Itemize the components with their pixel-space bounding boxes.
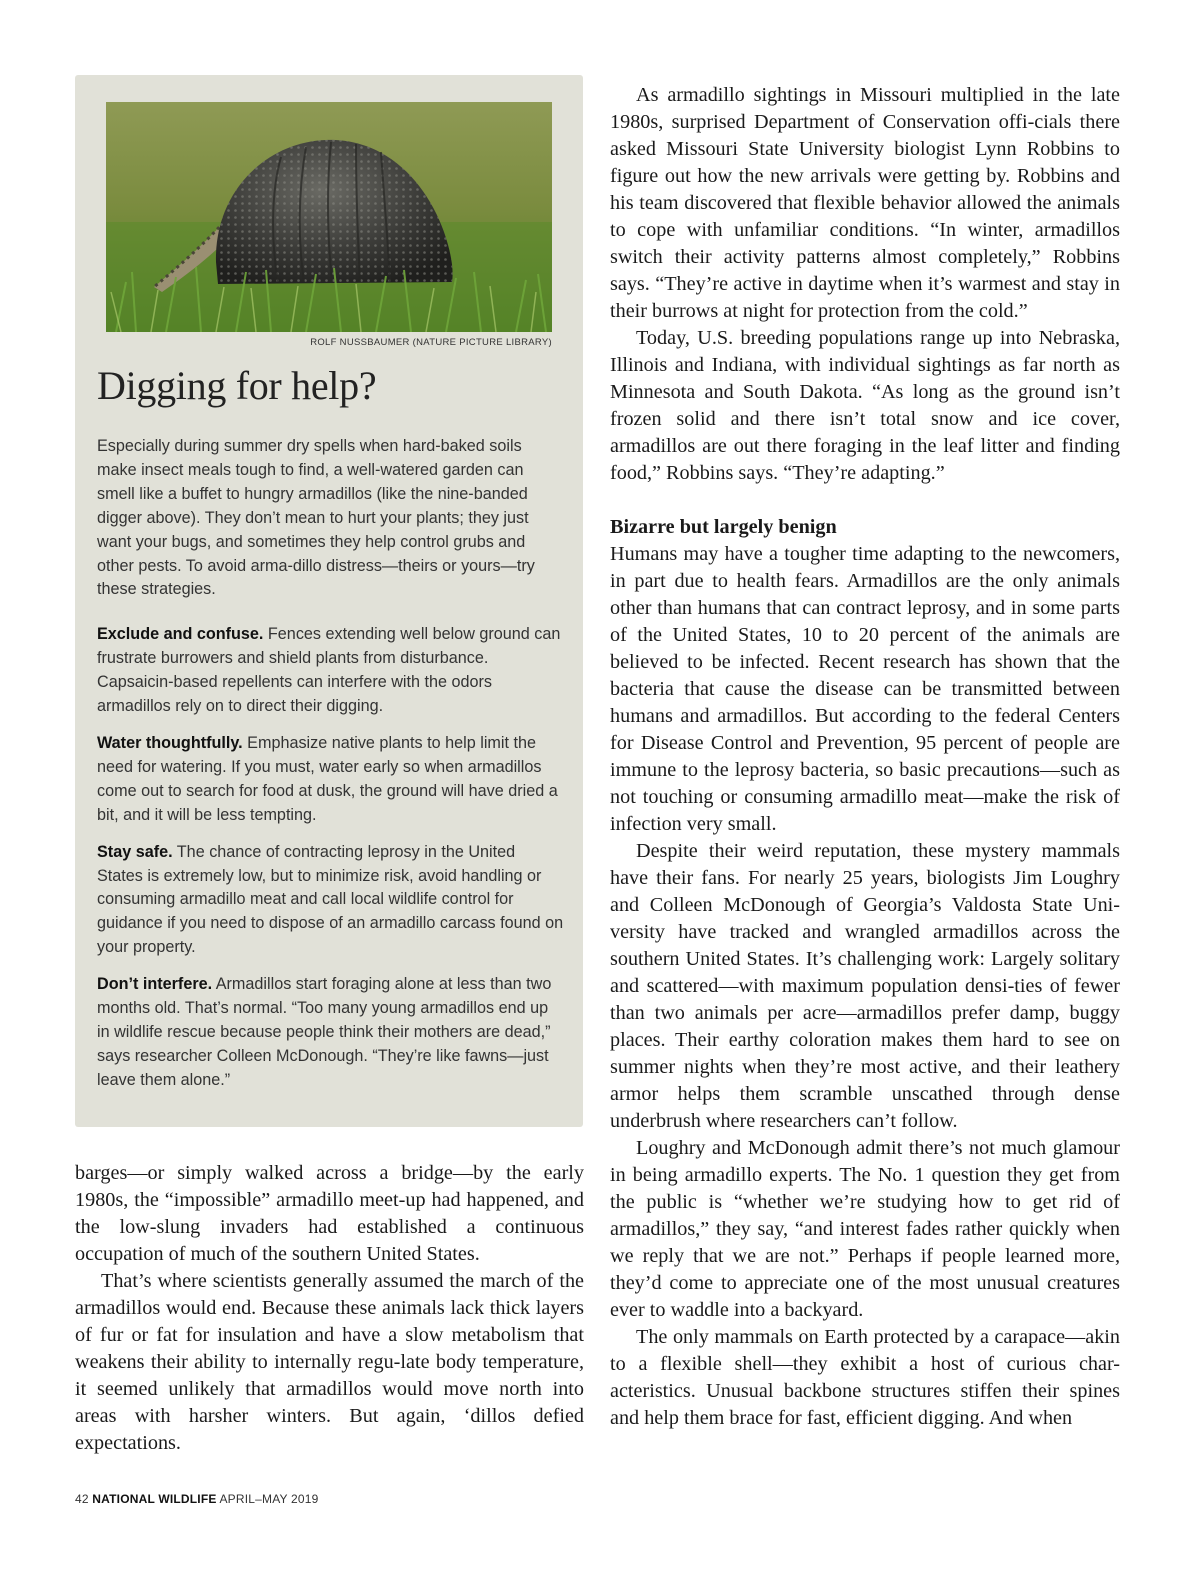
tip-stay-safe [97, 841, 565, 961]
tip-heading: Stay safe. [97, 842, 173, 861]
tip-exclude-and-confuse [97, 623, 565, 719]
photo-credit: ROLF NUSSBAUMER (NATURE PICTURE LIBRARY) [310, 337, 552, 348]
sidebar-title: Digging for help? [97, 363, 377, 408]
tip-text: Fences extending well below ground can frustrate burrowers and shield plants from disturbance. Capsaicin-based repellents can interfere with the odors armadillos rely on to direct their digging. [97, 625, 561, 716]
body-paragraph: That’s where scientists generally assumed the march of the armadillos would end. Because these animals lack thick layers of fur or fat for insulation and have a slow metabolism that weakens their ability to internally regu-late body temperature, it seemed unlikely that armadillos would move north into areas with harsher winters. But again, ‘dillos defied expectations. [75, 1270, 584, 1454]
tip-dont-interfere [97, 973, 565, 1093]
page-number: 42 [75, 1492, 89, 1506]
section-subhead: Bizarre but largely benign [610, 516, 837, 538]
body-paragraph: Loughry and McDonough admit there’s not much glamour in being armadillo experts. The No. 1 question they get from the public is “whether we’re studying how to get rid of armadillos,” they say, “and interest fades rather quickly when we reply that we are not.” Perhaps if people learned more, they’d come to appreciate one of the most unusual creatures ever to waddle into a backyard. [610, 1137, 1120, 1321]
sidebar-box [75, 75, 583, 1127]
body-paragraph: The only mammals on Earth protected by a carapace—akin to a flexible shell—they exhibit a host of curious char-acteristics. Unusual backbone structures stiffen their spines and help them brace for fast, efficient digging. And when [610, 1326, 1120, 1429]
body-paragraph: As armadillo sightings in Missouri multiplied in the late 1980s, surprised Department of Conservation offi-cials there asked Missouri State University biologist Lynn Robbins to figure out how the new arrivals were getting by. Robbins and his team discovered that flexible behavior allowed the animals to cope with unfamiliar conditions. “In winter, armadillos switch their activity patterns almost completely,” Robbins says. “They’re active in daytime when it’s warmest and stay in their burrows at night for protection from the cold.” [610, 84, 1120, 322]
body-paragraph: Today, U.S. breeding populations range up into Nebraska, Illinois and Indiana, with individual sightings as far north as Minnesota and South Dakota. “As long as the ground isn’t frozen solid and there isn’t total snow and ice cover, armadillos are out there foraging in the leaf litter and finding food,” Robbins says. “They’re adapting.” [610, 327, 1120, 484]
body-paragraph: Despite their weird reputation, these mystery mammals have their fans. For nearly 25 years, biologists Jim Loughry and Colleen McDonough of Georgia’s Valdosta State Uni-versity have tracked and wrangled armadillos across the southern United States. It’s challenging work: Largely solitary and scattered—with maximum population densi-ties of fewer than two animals per acre—armadillos prefer damp, buggy places. Their earthy coloration makes them hard to see on summer nights when they’re most active, and their leathery armor helps them scramble unscathed through dense underbrush where researchers can’t follow. [610, 840, 1120, 1132]
right-column [610, 82, 1120, 1432]
page-footer [75, 1492, 319, 1506]
sidebar-intro: Especially during summer dry spells when hard-baked soils make insect meals tough to find, a well-watered garden can smell like a buffet to hungry armadillos (like the nine-banded digger above). They don’t mean to hurt your plants; they just want your bugs, and sometimes they help control grubs and other pests. To avoid arma-dillo distress—theirs or yours—try these strategies. [97, 437, 535, 599]
tip-text: The chance of contracting leprosy in the United States is extremely low, but to minimize risk, avoid handling or consuming armadillo meat and call local wildlife control for guidance if you need to dispose of an armadillo carcass found on your property. [97, 842, 564, 957]
sidebar-body [97, 435, 565, 1106]
body-paragraph: barges—or simply walked across a bridge—by the early 1980s, the “impossible” armadillo meet-up had happened, and the low-slung invaders had established a continuous occupation of much of the southern United States. [75, 1162, 584, 1265]
tip-text: Emphasize native plants to help limit the need for watering. If you must, water early so when armadillos come out to search for food at dusk, the ground will have dried a bit, and it will be less tempting. [97, 733, 558, 824]
left-column [75, 1160, 584, 1457]
tip-heading: Don’t interfere. [97, 975, 213, 994]
magazine-name: NATIONAL WILDLIFE [92, 1492, 217, 1506]
armadillo-photo [106, 102, 552, 332]
tip-heading: Exclude and confuse. [97, 625, 264, 644]
issue-date: APRIL–MAY 2019 [219, 1492, 319, 1506]
body-paragraph: Humans may have a tougher time adapting to the newcomers, in part due to health fears. Armadillos are the only animals other than humans that can contract leprosy, and in some parts of the United States, 10 to 20 percent of the animals are believed to be infected. Recent research has shown that the bacteria that cause the disease can be transmitted between humans and armadillos. But according to the federal Centers for Disease Control and Prevention, 95 percent of people are immune to the leprosy bacteria, so basic precautions—such as not touching or consuming armadillo meat—make the risk of infection very small. [610, 543, 1120, 835]
tip-text: Armadillos start foraging alone at less than two months old. That’s normal. “Too many young armadillos end up in wildlife rescue because people think their mothers are dead,” says researcher Colleen McDonough. “They’re like fawns—just leave them alone.” [97, 975, 552, 1089]
tip-heading: Water thoughtfully. [97, 733, 243, 752]
tip-water-thoughtfully [97, 732, 565, 828]
